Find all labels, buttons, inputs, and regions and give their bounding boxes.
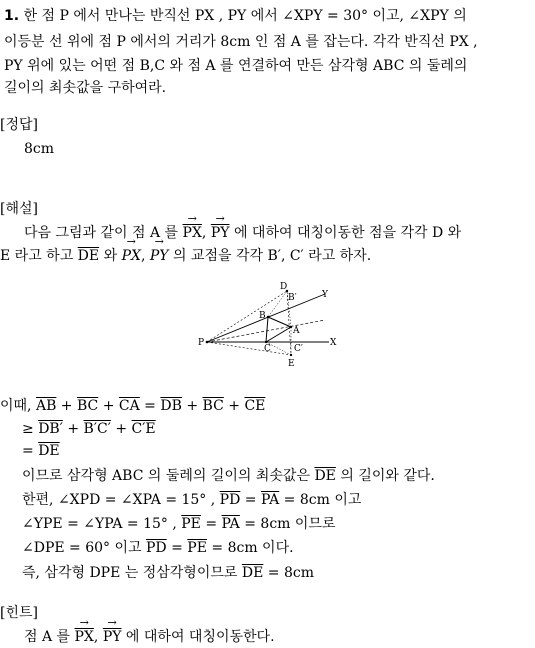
solution-line-1 <box>24 224 461 242</box>
segment-db-prime-text: DB′ <box>38 421 63 437</box>
text-span: = 8cm <box>263 565 314 581</box>
segment-bc <box>266 317 268 342</box>
segment-de-text: $\overline{DE}$ <box>314 468 336 484</box>
label-x: X <box>330 338 337 348</box>
segment-ca-text: $\overline{CA}$ <box>118 398 140 414</box>
text-span: = <box>240 492 261 508</box>
text-span: ∠YPE = ∠YPA = 15° , <box>22 516 182 532</box>
text-span: + <box>110 421 132 437</box>
hint-header: [힌트] <box>0 605 38 621</box>
equation-line-1 <box>0 397 265 415</box>
point-a <box>290 326 292 328</box>
text-span: 의 길이와 같다. <box>335 468 435 484</box>
segment-pe <box>207 342 291 355</box>
problem-line-2: 이등분 선 위에 점 P 에서의 거리가 8cm 인 점 A 를 잡는다. 각각 반직선 PX , <box>4 34 478 50</box>
segment-de: $\overline{DE}$ <box>77 248 100 264</box>
text-span: 즉, 삼각형 DPE 는 정삼각형이므로 <box>22 565 242 581</box>
vector-py-italic: → PY <box>150 247 169 265</box>
conclusion-line-5 <box>22 564 314 582</box>
segment-de-text: $\overline{DE}$ <box>38 443 60 459</box>
segment-ab <box>268 317 291 327</box>
problem-line-4: 길이의 최솟값을 구하여라. <box>4 80 167 96</box>
conclusion-line-1 <box>22 467 435 485</box>
label-b-prime: B′ <box>288 293 297 303</box>
text-span: + <box>56 398 77 414</box>
text-span: , <box>201 225 211 241</box>
reflection-figure <box>195 280 340 375</box>
label-e: E <box>288 359 295 369</box>
label-d: D <box>280 282 288 292</box>
segment-db-text: $\overline{DB}$ <box>160 398 182 414</box>
segment-ab-text: $\overline{AB}$ <box>35 398 57 414</box>
text-span: + <box>181 398 203 414</box>
text-span: = <box>22 443 39 459</box>
conclusion-line-4 <box>22 539 294 557</box>
text-span: 에 대하여 대칭이동한다. <box>121 629 275 645</box>
text-span: = 8cm 이므로 <box>239 516 336 532</box>
vector-px: → $\overline{PX}$ <box>183 224 202 242</box>
segment-ce-text: $\overline{CE}$ <box>244 398 266 414</box>
point-p <box>206 341 209 344</box>
segment-pa-text: $\overline{PA}$ <box>260 492 280 508</box>
text-span: , <box>140 248 150 264</box>
conclusion-line-2 <box>22 491 361 509</box>
text-span: = <box>166 540 188 556</box>
text-span: + <box>98 398 119 414</box>
problem-text-1: 한 점 P 에서 만나는 반직선 PX , PY 에서 ∠XPY = 30° 이고, ∠XPY 의 <box>23 8 467 24</box>
point-c <box>265 341 267 343</box>
solution-header: [해설] <box>0 201 38 217</box>
answer-header: [정답] <box>0 117 38 133</box>
ray-py <box>207 294 325 342</box>
segment-pe-text: $\overline{PE}$ <box>187 540 207 556</box>
conclusion-line-3 <box>22 515 335 533</box>
text-span: = 8cm 이고 <box>279 492 362 508</box>
label-c-prime: C′ <box>294 344 303 354</box>
text-span: + <box>223 398 245 414</box>
label-a: A <box>293 326 300 336</box>
problem-number: 1. <box>4 8 20 24</box>
label-b: B <box>259 311 266 321</box>
text-span: = <box>200 516 222 532</box>
text-span: ∠DPE = 60° 이고 <box>22 540 146 556</box>
text-span: E 라고 하고 <box>0 248 78 264</box>
text-span: = <box>139 398 161 414</box>
segment-bc-text: $\overline{BC}$ <box>202 398 224 414</box>
text-span: ≥ <box>22 421 39 437</box>
point-e <box>290 354 292 356</box>
equation-line-2 <box>22 420 156 438</box>
text-span: 이므로 삼각형 ABC 의 둘레의 길이의 최솟값은 <box>22 468 315 484</box>
segment-b-prime-c-prime-text: B′C′ <box>83 421 111 437</box>
label-p: P <box>198 338 205 348</box>
label-c: C <box>264 344 271 354</box>
segment-pe-text: $\overline{PE}$ <box>181 516 201 532</box>
problem-line-3: PY 위에 있는 어떤 점 B,C 와 점 A 를 연결하여 만든 삼각형 ABC 의 둘레의 <box>4 58 468 74</box>
segment-ca <box>266 327 291 342</box>
text-span: = 8cm 이다. <box>206 540 294 556</box>
text-span: 이때, <box>0 398 36 414</box>
segment-bc-text: $\overline{BC}$ <box>77 398 99 414</box>
equation-line-3 <box>22 442 60 460</box>
point-b <box>267 316 269 318</box>
problem-line-1 <box>4 7 467 25</box>
segment-pa-text: $\overline{PA}$ <box>221 516 240 532</box>
text-span: , <box>93 629 103 645</box>
solution-line-2 <box>0 247 371 265</box>
text-span: 한편, ∠XPD = ∠XPA = 15° , <box>22 492 220 508</box>
vector-py: → $\overline{PY}$ <box>103 628 122 646</box>
vector-px-italic: → PX <box>122 247 141 265</box>
text-span: 점 A 를 <box>24 629 75 645</box>
text-span: 와 <box>99 248 122 264</box>
text-span: + <box>62 421 84 437</box>
answer-value: 8cm <box>24 141 55 157</box>
vector-py: → $\overline{PY}$ <box>211 224 230 242</box>
text-span: 의 교점을 각각 B′, C′ 라고 하자. <box>168 248 372 264</box>
segment-c-prime-e-text: C′E <box>131 421 156 437</box>
segment-de-text: $\overline{DE}$ <box>241 565 264 581</box>
hint-line <box>24 628 275 646</box>
vector-px: → $\overline{PX}$ <box>75 628 94 646</box>
text-span: 다음 그림과 같이 점 A 를 <box>24 225 183 241</box>
segment-pd-text: $\overline{PD}$ <box>146 540 167 556</box>
segment-pd-text: $\overline{PD}$ <box>219 492 241 508</box>
label-y: Y <box>322 290 328 300</box>
text-span: 에 대하여 대칭이동한 점을 각각 D 와 <box>229 225 462 241</box>
